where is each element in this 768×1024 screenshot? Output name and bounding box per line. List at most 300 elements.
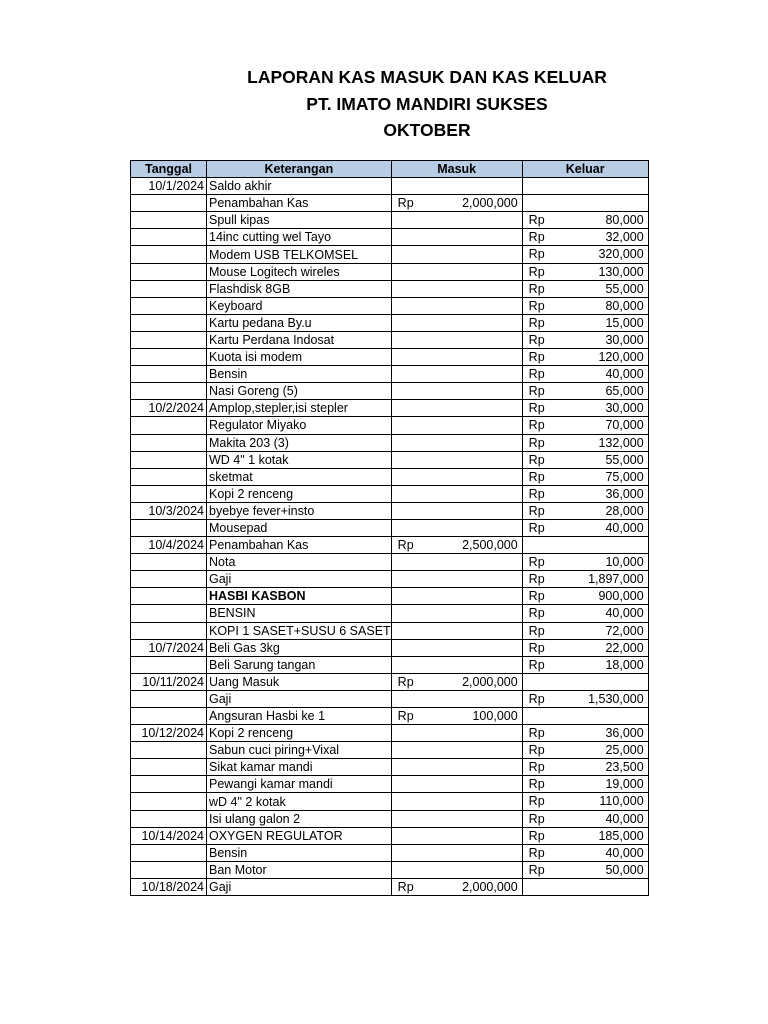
cell-description: Penambahan Kas [207,195,392,212]
keluar-amount [523,246,648,262]
cell-description: Gaji [207,571,392,588]
currency-label: Rp [528,486,545,501]
cell-keluar [522,519,648,536]
keluar-amount [523,298,648,314]
currency-label: Rp [397,196,414,211]
keluar-amount [523,281,648,297]
table-row [131,725,649,742]
header-masuk: Masuk [391,161,522,178]
cell-date [131,212,207,229]
table-row [131,349,649,366]
cell-description: BENSIN [207,605,392,622]
cell-keluar [522,588,648,605]
amount-value: 1,897,000 [588,572,644,587]
table-row [131,588,649,605]
cell-keluar [522,844,648,861]
table-row [131,639,649,656]
cell-description: Pewangi kamar mandi [207,776,392,793]
table-row [131,810,649,827]
keluar-amount [523,435,648,451]
table-row [131,280,649,297]
cell-keluar [522,878,648,895]
cell-date [131,331,207,348]
cell-date [131,229,207,246]
amount-value: 2,000,000 [462,196,518,211]
table-row [131,229,649,246]
cell-date: 10/7/2024 [131,639,207,656]
table-row [131,314,649,331]
amount-value: 120,000 [598,350,644,365]
keluar-amount [523,623,648,639]
currency-label: Rp [528,401,545,416]
cell-masuk [391,314,522,331]
cell-date [131,690,207,707]
cell-description: KOPI 1 SASET+SUSU 6 SASET [207,622,392,639]
cell-description: Kuota isi modem [207,349,392,366]
cell-keluar [522,349,648,366]
keluar-amount [523,862,648,878]
currency-label: Rp [528,264,545,279]
amount-value: 132,000 [598,435,644,450]
cell-description: Mouse Logitech wireles [207,263,392,280]
amount-value: 40,000 [605,367,644,382]
amount-value: 2,000,000 [462,674,518,689]
cell-keluar [522,656,648,673]
amount-value: 75,000 [605,469,644,484]
amount-value: 900,000 [598,589,644,604]
currency-label: Rp [397,674,414,689]
cell-masuk [391,725,522,742]
cell-keluar [522,400,648,417]
company-name: PT. IMATO MANDIRI SUKSES [306,93,548,114]
ledger-body [131,178,649,896]
cell-date: 10/12/2024 [131,725,207,742]
amount-value: 2,000,000 [462,879,518,894]
currency-label: Rp [528,315,545,330]
cell-description: HASBI KASBON [207,588,392,605]
cell-masuk [391,195,522,212]
cell-keluar [522,229,648,246]
header-tanggal: Tanggal [131,161,207,178]
cell-keluar [522,759,648,776]
cell-masuk [391,827,522,844]
keluar-amount [523,366,648,382]
cell-masuk [391,280,522,297]
cell-date: 10/2/2024 [131,400,207,417]
cell-masuk [391,810,522,827]
masuk-amount [392,195,522,211]
table-row [131,708,649,725]
currency-label: Rp [528,606,545,621]
currency-label: Rp [528,623,545,638]
cell-date [131,280,207,297]
cell-description: Keyboard [207,297,392,314]
cell-description: Kopi 2 renceng [207,485,392,502]
report-title-block [0,64,768,144]
amount-value: 40,000 [605,606,644,621]
currency-label: Rp [528,589,545,604]
cell-description: Kartu pedana By.u [207,314,392,331]
table-row [131,246,649,263]
cell-description: Bensin [207,366,392,383]
cash-ledger-table [130,160,649,896]
amount-value: 320,000 [598,247,644,262]
masuk-amount [392,537,522,553]
table-row [131,366,649,383]
cell-keluar [522,263,648,280]
keluar-amount [523,332,648,348]
cell-masuk [391,708,522,725]
amount-value: 100,000 [472,709,518,723]
amount-value: 70,000 [605,418,644,433]
header-keterangan: Keterangan [207,161,392,178]
cell-keluar [522,639,648,656]
cell-masuk [391,571,522,588]
cell-keluar [522,331,648,348]
amount-value: 15,000 [605,315,644,330]
amount-value: 130,000 [598,264,644,279]
keluar-amount [523,349,648,365]
keluar-amount [523,383,648,399]
table-row [131,451,649,468]
cell-description: Beli Gas 3kg [207,639,392,656]
cell-keluar [522,195,648,212]
cell-description: Amplop,stepler,isi stepler [207,400,392,417]
keluar-amount [523,657,648,673]
table-row [131,673,649,690]
currency-label: Rp [528,794,545,809]
keluar-amount [523,828,648,844]
cell-keluar [522,366,648,383]
keluar-amount [523,793,648,809]
cell-keluar [522,468,648,485]
table-row [131,195,649,212]
cell-masuk [391,861,522,878]
cell-description: Regulator Miyako [207,417,392,434]
cell-masuk [391,468,522,485]
cell-keluar [522,725,648,742]
table-row [131,656,649,673]
report-period: OKTOBER [383,120,471,140]
amount-value: 28,000 [605,503,644,518]
table-row [131,400,649,417]
table-row [131,263,649,280]
keluar-amount [523,845,648,861]
currency-label: Rp [528,862,545,877]
keluar-amount [523,571,648,587]
table-row [131,502,649,519]
table-row [131,759,649,776]
masuk-amount [392,708,522,724]
cell-masuk [391,331,522,348]
cell-masuk [391,776,522,793]
amount-value: 40,000 [605,520,644,535]
currency-label: Rp [528,845,545,860]
currency-label: Rp [528,760,545,775]
cell-date [131,861,207,878]
cell-keluar [522,451,648,468]
table-row [131,690,649,707]
currency-label: Rp [528,691,545,706]
cell-description: Modem USB TELKOMSEL [207,246,392,263]
cell-date [131,297,207,314]
table-row [131,434,649,451]
amount-value: 80,000 [605,213,644,228]
cell-date [131,708,207,725]
cell-keluar [522,314,648,331]
cell-keluar [522,417,648,434]
currency-label: Rp [528,418,545,433]
currency-label: Rp [528,555,545,570]
currency-label: Rp [528,657,545,672]
cell-keluar [522,485,648,502]
cell-masuk [391,212,522,229]
cell-masuk [391,605,522,622]
cell-masuk [391,417,522,434]
cell-masuk [391,246,522,263]
cell-description: Isi ulang galon 2 [207,810,392,827]
cell-date [131,759,207,776]
cell-date [131,451,207,468]
table-header-row [131,161,649,178]
cell-keluar [522,827,648,844]
table-row [131,844,649,861]
cell-description: OXYGEN REGULATOR [207,827,392,844]
cell-masuk [391,759,522,776]
currency-label: Rp [528,726,545,741]
table-row [131,417,649,434]
masuk-amount [392,879,522,895]
cell-date [131,844,207,861]
cell-date [131,656,207,673]
cell-keluar [522,246,648,263]
currency-label: Rp [528,298,545,313]
cell-masuk [391,263,522,280]
cell-keluar [522,793,648,810]
currency-label: Rp [528,520,545,535]
cell-keluar [522,810,648,827]
cell-masuk [391,178,522,195]
cell-masuk [391,349,522,366]
cell-date [131,519,207,536]
keluar-amount [523,554,648,570]
keluar-amount [523,520,648,536]
cell-masuk [391,878,522,895]
cell-description: Uang Masuk [207,673,392,690]
cell-date [131,434,207,451]
cell-description: wD 4" 2 kotak [207,793,392,810]
amount-value: 72,000 [605,623,644,638]
cell-keluar [522,673,648,690]
cell-description: Mousepad [207,519,392,536]
cell-date [131,314,207,331]
table-row [131,178,649,195]
cell-date [131,605,207,622]
keluar-amount [523,417,648,433]
table-row [131,571,649,588]
cell-description: Angsuran Hasbi ke 1 [207,708,392,725]
cell-description: Nasi Goreng (5) [207,383,392,400]
keluar-amount [523,486,648,502]
amount-value: 55,000 [605,281,644,296]
cell-description: Sikat kamar mandi [207,759,392,776]
currency-label: Rp [528,350,545,365]
header-keluar: Keluar [522,161,648,178]
cell-date [131,246,207,263]
keluar-amount [523,452,648,468]
cell-masuk [391,485,522,502]
currency-label: Rp [528,281,545,296]
keluar-amount [523,400,648,416]
cell-keluar [522,690,648,707]
cell-keluar [522,776,648,793]
table-row [131,519,649,536]
currency-label: Rp [528,503,545,518]
cell-description: Sabun cuci piring+Vixal [207,742,392,759]
table-row [131,212,649,229]
amount-value: 40,000 [605,811,644,826]
cell-masuk [391,229,522,246]
amount-value: 36,000 [605,726,644,741]
table-row [131,554,649,571]
cell-masuk [391,383,522,400]
amount-value: 19,000 [605,777,644,792]
keluar-amount [523,315,648,331]
cell-keluar [522,297,648,314]
keluar-amount [523,725,648,741]
currency-label: Rp [528,247,545,262]
cell-masuk [391,400,522,417]
cell-description: Kopi 2 renceng [207,725,392,742]
table-row [131,297,649,314]
cell-masuk [391,366,522,383]
amount-value: 55,000 [605,452,644,467]
cell-description: Gaji [207,878,392,895]
keluar-amount [523,503,648,519]
cell-keluar [522,622,648,639]
amount-value: 22,000 [605,640,644,655]
cell-date [131,571,207,588]
amount-value: 50,000 [605,862,644,877]
cell-date [131,195,207,212]
cell-masuk [391,451,522,468]
cell-masuk [391,622,522,639]
cell-keluar [522,502,648,519]
cell-description: Beli Sarung tangan [207,656,392,673]
amount-value: 23,500 [605,760,644,775]
cell-masuk [391,502,522,519]
currency-label: Rp [528,828,545,843]
cell-date [131,349,207,366]
cell-date: 10/3/2024 [131,502,207,519]
currency-label: Rp [528,469,545,484]
currency-label: Rp [528,213,545,228]
cell-keluar [522,861,648,878]
cell-description: Makita 203 (3) [207,434,392,451]
cell-keluar [522,212,648,229]
cell-date [131,263,207,280]
cell-masuk [391,537,522,554]
cell-masuk [391,519,522,536]
keluar-amount [523,759,648,775]
currency-label: Rp [397,709,414,723]
currency-label: Rp [528,367,545,382]
table-row [131,383,649,400]
cell-masuk [391,639,522,656]
cell-date [131,776,207,793]
cell-date [131,468,207,485]
table-row [131,878,649,895]
amount-value: 30,000 [605,401,644,416]
cell-date: 10/11/2024 [131,673,207,690]
table-row [131,537,649,554]
cell-description: Penambahan Kas [207,537,392,554]
cell-date [131,622,207,639]
amount-value: 65,000 [605,384,644,399]
cell-masuk [391,656,522,673]
currency-label: Rp [528,452,545,467]
cell-description: Spull kipas [207,212,392,229]
keluar-amount [523,605,648,621]
cell-keluar [522,434,648,451]
cell-description: Bensin [207,844,392,861]
keluar-amount [523,811,648,827]
cell-date [131,588,207,605]
cell-description: Ban Motor [207,861,392,878]
currency-label: Rp [528,572,545,587]
currency-label: Rp [528,811,545,826]
keluar-amount [523,229,648,245]
currency-label: Rp [528,230,545,245]
cell-description: 14inc cutting wel Tayo [207,229,392,246]
cell-masuk [391,554,522,571]
keluar-amount [523,691,648,707]
keluar-amount [523,640,648,656]
table-row [131,861,649,878]
amount-value: 40,000 [605,845,644,860]
amount-value: 2,500,000 [462,538,518,553]
cell-date [131,383,207,400]
currency-label: Rp [397,538,414,553]
amount-value: 25,000 [605,743,644,758]
cell-keluar [522,537,648,554]
currency-label: Rp [528,332,545,347]
cell-description: Kartu Perdana Indosat [207,331,392,348]
amount-value: 80,000 [605,298,644,313]
cell-masuk [391,297,522,314]
keluar-amount [523,264,648,280]
keluar-amount [523,776,648,792]
cell-date [131,810,207,827]
currency-label: Rp [397,879,414,894]
keluar-amount [523,588,648,604]
table-row [131,605,649,622]
amount-value: 18,000 [605,657,644,672]
keluar-amount [523,469,648,485]
cell-masuk [391,434,522,451]
table-row [131,776,649,793]
amount-value: 110,000 [599,794,644,809]
cell-description: WD 4" 1 kotak [207,451,392,468]
table-row [131,622,649,639]
keluar-amount [523,212,648,228]
cell-keluar [522,554,648,571]
table-row [131,468,649,485]
table-row [131,742,649,759]
cell-description: Gaji [207,690,392,707]
cell-keluar [522,742,648,759]
cell-description: Flashdisk 8GB [207,280,392,297]
